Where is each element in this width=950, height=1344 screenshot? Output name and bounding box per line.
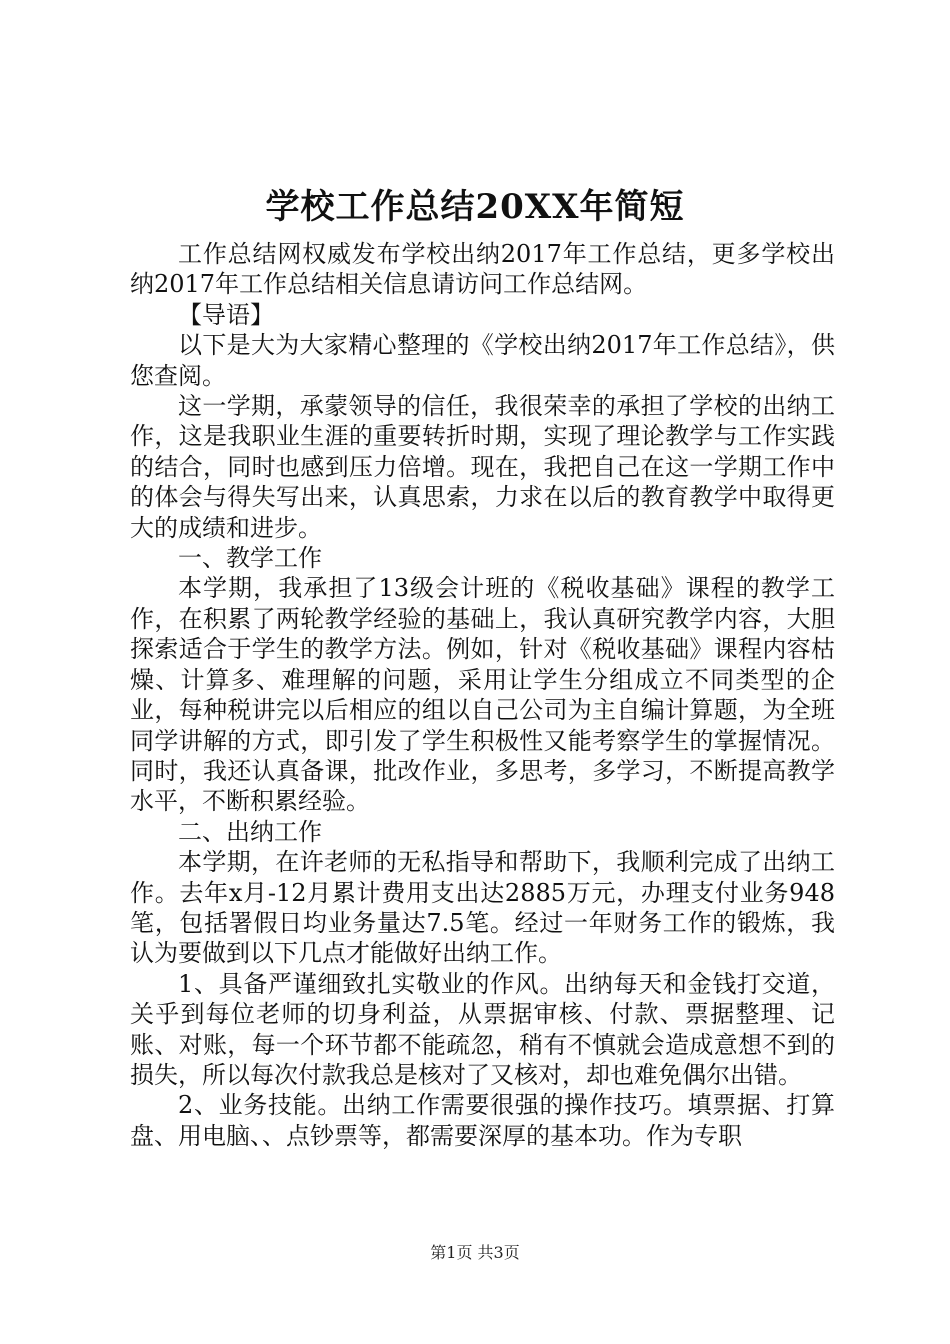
paragraph-point-1: 1、具备严谨细致扎实敬业的作风。出纳每天和金钱打交道，关乎到每位老师的切身利益，从票据审核、付款、票据整理、记账、对账，每一个环节都不能疏忽，稍有不慎就会造成意想不到的损失，所以每次付款我总是核对了又核对，却也难免偶尔出错。 [130,969,835,1089]
paragraph-cashier: 本学期，在许老师的无私指导和帮助下，我顺利完成了出纳工作。去年x月-12月累计费用支出达2885万元，办理支付业务948笔，包括署假日均业务量达7.5笔。经过一年财务工作的锻炼，我认为要做到以下几点才能做好出纳工作。 [130,848,835,968]
paragraph-guide-label: 【导语】 [178,300,274,329]
paragraph-teaching: 本学期，我承担了13级会计班的《税收基础》课程的教学工作，在积累了两轮教学经验的基础上，我认真研究教学内容，大胆探索适合于学生的教学方法。例如，针对《税收基础》课程内容枯燥、计算多、难理解的问题，采用让学生分组成立不同类型的企业，每种税讲完以后相应的组以自己公司为主自编计算题，为全班同学讲解的方式，即引发了学生积极性又能考察学生的掌握情况。同时，我还认真备课，批改作业，多思考，多学习，不断提高教学水平，不断积累经验。 [130,574,835,816]
paragraph-overview: 这一学期，承蒙领导的信任，我很荣幸的承担了学校的出纳工作，这是我职业生涯的重要转折时期，实现了理论教学与工作实践的结合，同时也感到压力倍增。现在，我把自己在这一学期工作中的体会与得失写出来，认真思索，力求在以后的教育教学中取得更大的成绩和进步。 [130,392,835,542]
section-heading-teaching: 一、教学工作 [178,544,322,573]
page-footer: 第1页 共3页 [430,1243,520,1262]
document-title: 学校工作总结20XX年简短 [265,187,685,227]
section-heading-cashier: 二、出纳工作 [178,817,322,846]
paragraph-point-2: 2、业务技能。出纳工作需要很强的操作技巧。填票据、打算盘、用电脑、、点钞票等，都需要深厚的基本功。作为专职 [130,1091,835,1150]
paragraph-preface: 以下是大为大家精心整理的《学校出纳2017年工作总结》，供您查阅。 [130,331,835,390]
document-body [130,239,835,1151]
paragraph-intro: 工作总结网权威发布学校出纳2017年工作总结，更多学校出纳2017年工作总结相关信息请访问工作总结网。 [130,240,835,299]
